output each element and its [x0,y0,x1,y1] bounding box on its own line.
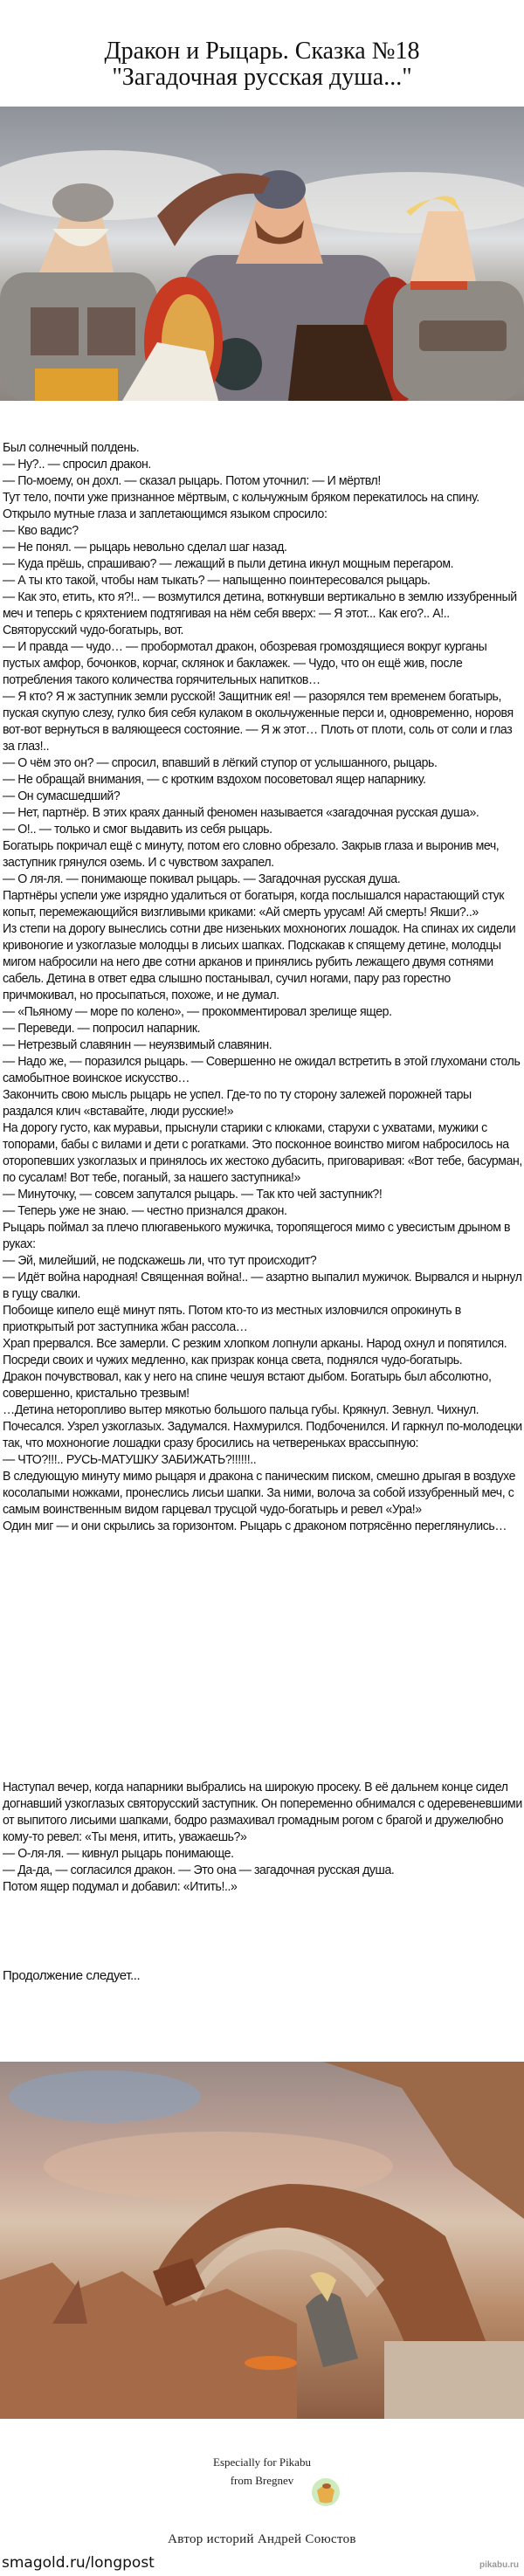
story-paragraph: — Кво вадис? [3,523,79,538]
story-paragraph: Храп прервался. Все замерли. С резким хлопком лопнули арканы. Народ охнул и попятился. Посреди своих и чужих медленно, как призрак конца света, поднялся чудо-богатырь. [3,1336,507,1367]
bogatyrs-image-icon [0,107,524,401]
story-paragraph: — Надо же, — поразился рыцарь. — Совершенно не ожидал встретить в этой глухомани столь самобытное воинское искусство… [3,1054,521,1085]
story-paragraph: — Теперь уже не знаю. — честно признался дракон. [3,1203,287,1218]
story-paragraph: На дорогу густо, как муравьи, прыснули старики с клюками, старухи с ухватами, мужики с топорами, бабы с вилами и дети с рогатками. Это посконное воинство мигом набросилось на оторопевших узкоглазых и принялось их жестоко дубасить, приговаривая: «Вот тебе, басурман, по сусалам! Вот тебе, поганый, за нашего заступника!» [3,1120,522,1185]
story-paragraph: …Детина неторопливо вытер мякотью большого пальца губы. Крякнул. Зевнул. Чихнул. Почесался. Узрел узкоглазых. Задумался. Нахмурился. Подбоченился. И гаркнул по-молодецки так, что мохноногие лошадки сразу бросились на четвереньках врассыпную: [3,1402,522,1450]
story-paragraph: — Ну?.. — спросил дракон. [3,457,151,472]
story-paragraph: Один миг — и они скрылись за горизонтом. Рыцарь с драконом потрясённо переглянулись… [3,1519,507,1533]
story-part-1 [3,439,522,1534]
muffin-icon [311,2477,341,2507]
story-paragraph: — ЧТО?!!!.. РУСЬ-МАТУШКУ ЗАБИЖАТЬ?!!!!!!.. [3,1452,257,1467]
story-paragraph: — Я кто? Я ж заступник земли русской! Защитник ея! — разорялся тем временем богатырь, пуская скупую слезу, гулко бия себя кулаком в окольчуженные перси и, одновременно, норовя вот-вот вернуться в валяющееся состояние. — Я ж этот… Плоть от плоти, соль от соли и глаз за глаз!.. [3,689,514,754]
story-paragraph: — Идёт война народная! Священная война!.. — азартно выпалил мужичок. Вырвался и нырнул в гущу свалки. [3,1270,522,1301]
story-paragraph: Побоище кипело ещё минут пять. Потом кто-то из местных изловчился опрокинуть в приоткрытый рот заступника жбан рассола… [3,1303,461,1334]
story-paragraph: — А ты кто такой, чтобы нам тыкать? — напыщенно поинтересовался рыцарь. [3,573,431,588]
story-title [0,38,524,91]
dragon-illustration [0,2062,524,2419]
bogatyrs-illustration [0,107,524,401]
author-credit: Автор историй Андрей Союстов [168,2532,356,2546]
story-paragraph: Богатырь покричал ещё с минуту, потом его словно обрезало. Закрыв глаза и выронив меч, заступник грянулся оземь. И с чувством захрапел. [3,838,500,870]
story-paragraph: — Не обращай внимания, — с кротким вздохом посоветовал ящер напарнику. [3,772,426,787]
title-line-2: "Загадочная русская душа..." [112,64,412,91]
dragon-image-icon [0,2062,524,2419]
story-paragraph: — О ля-ля. — понимающе покивал рыцарь. — Загадочная русская душа. [3,871,401,886]
story-paragraph: — Как это, етить, кто я?!.. — возмутился детина, воткнувши вертикально в землю иззубренный меч и теперь с кряхтением подтягивая на нём себя вверх: — Я этот... Как его?.. А!.. Святорусский чудо-богатырь, вот. [3,589,517,637]
story-paragraph: — Нетрезвый славянин — неуязвимый славянин. [3,1037,272,1052]
story-paragraph: Потом ящер подумал и добавил: «Итить!..» [3,1879,238,1894]
story-paragraph: Закончить свою мысль рыцарь не успел. Где-то по ту сторону залежей порожней тары раздался клич «вставайте, люди русские!» [3,1087,472,1119]
story-paragraph: В следующую минуту мимо рыцаря и дракона с паническим писком, смешно дрыгая в воздухе косолапыми ножками, пронеслись лисьи шапки. За ними, волоча за собой иззубренный меч, с самым воинственным видом гарцевал трусцой чудо-богатырь и ревел «Ура!» [3,1469,516,1517]
story-paragraph: — По-моему, он дохл. — сказал рыцарь. Потом уточнил: — И мёртвл! [3,473,381,488]
story-paragraph: — Нет, партнёр. В этих краях данный феномен называется «загадочная русская душа». [3,805,479,820]
signature-line-2: from Bregnev [230,2474,294,2487]
title-line-1: Дракон и Рыцарь. Сказка №18 [104,38,420,65]
story-paragraph: — О чём это он? — спросил, впавший в лёгкий ступор от услышанного, рыцарь. [3,755,438,770]
story-paragraph: — Куда прёшь, спрашиваю? — лежащий в пыли детина икнул мощным перегаром. [3,556,454,571]
story-paragraph: Наступал вечер, когда напарники выбрались на широкую просеку. В её дальнем конце сидел догнавший узкоглазых святорусский заступник. Он попеременно обнимался с одеревеневшими от выпитого лисьими шапками, бодро размахивал громадным рогом с брагой и дружелюбно кому-то ревел: «Ты меня, итить, уважаешь?» [3,1780,522,1844]
story-paragraph: — «Пьяному — море по колено», — прокомментировал зрелище ящер. [3,1004,392,1019]
story-paragraph: — О-ля-ля. — кивнул рыцарь понимающе. [3,1846,234,1861]
signature-line-1: Especially for Pikabu [213,2455,311,2469]
story-paragraph: — Да-да, — согласился дракон. — Это она — загадочная русская душа. [3,1863,395,1877]
story-paragraph: Был солнечный полдень. [3,440,140,455]
story-paragraph: — Минуточку, — совсем запутался рыцарь. — Так кто чей заступник?! [3,1187,383,1202]
story-paragraph: — Не понял. — рыцарь невольно сделал шаг назад. [3,540,287,554]
story-part-2 [3,1779,522,1895]
watermark: pikabu.ru [479,2560,519,2570]
story-paragraph: Дракон почувствовал, как у него на спине чешуя встают дыбом. Богатырь был абсолютно, совершенно, кристально трезвым! [3,1369,492,1401]
story-paragraph: — Он сумасшедший? [3,789,121,803]
story-paragraph: Партнёры успели уже изрядно удалиться от богатыря, когда послышался нарастающий стук копыт, перемежающийся визгливыми криками: «Ай смерть урусам! Ай смерть! Якши?..» [3,888,505,920]
story-paragraph: — И правда — чудо… — пробормотал дракон, обозревая громоздящиеся вокруг курганы пустых амфор, бочонков, корчаг, склянок и баклажек. — Чудо, что он ещё жив, после потребления такого количества горячительных напитков… [3,639,487,687]
to-be-continued: Продолжение следует... [3,1968,141,1983]
story-paragraph: Тут тело, почти уже признанное мёртвым, с кольчужным бряком перекатилось на спину. Открыло мутные глаза и заплетающимся языком спросило: [3,490,479,521]
story-paragraph: Рыцарь поймал за плечо плюгавенького мужичка, торопящегося мимо с увесистым дрыном в руках: [3,1220,511,1251]
story-paragraph: — Эй, милейший, не подскажешь ли, что тут происходит? [3,1253,317,1268]
source-link[interactable]: smagold.ru/longpost [2,2554,155,2572]
story-paragraph: Из степи на дорогу вынеслись сотни две низеньких мохноногих лошадок. На спинах их сидели кривоногие и узкоглазые молодцы в лисьих шапках. Подскакав к спящему детине, молодцы мигом набросили на него две сотни арканов и принялись рубить лежащего двумя сотнями сабель. Детина в ответ едва слышно постанывал, сучил ногами, пару раз горестно причмокивал, но просыпаться, похоже, и не думал. [3,921,516,1002]
story-paragraph: — О!.. — только и смог выдавить из себя рыцарь. [3,822,272,837]
story-paragraph: — Переведи. — попросил напарник. [3,1021,201,1036]
